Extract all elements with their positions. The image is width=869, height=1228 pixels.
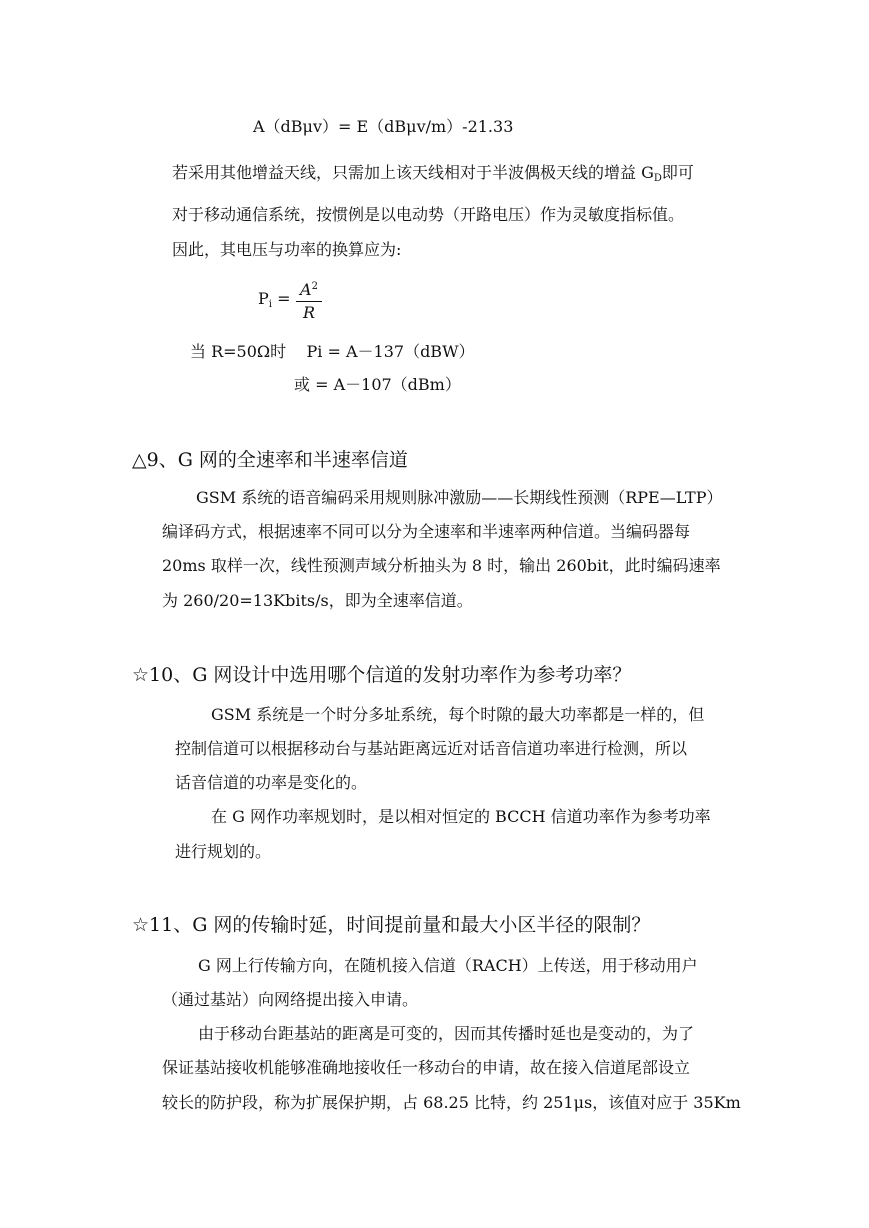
section-9-line: 编译码方式，根据速率不同可以分为全速率和半速率两种信道。当编码器每	[162, 522, 691, 541]
paragraph-line: 因此，其电压与功率的换算应为:	[172, 240, 402, 259]
fraction-denominator: R	[302, 303, 316, 322]
fraction-bar	[296, 301, 322, 302]
section-heading-9: △9、G 网的全速率和半速率信道	[132, 449, 408, 471]
section-10-line: 进行规划的。	[175, 842, 272, 861]
section-10-line: 话音信道的功率是变化的。	[175, 773, 368, 792]
paragraph-text: 即可	[661, 163, 694, 182]
formula-dbm: 或 = A－107（dBm）	[294, 375, 461, 394]
section-11-line: （通过基站）向网络提出接入申请。	[162, 990, 419, 1009]
formula-field-strength-conversion: A（dBμv）= E（dBμv/m）-21.33	[253, 117, 514, 136]
section-10-line: GSM 系统是一个时分多址系统，每个时隙的最大功率都是一样的，但	[211, 705, 705, 724]
formula-power-lhs	[258, 289, 290, 315]
power-subscript: i	[268, 299, 272, 310]
section-11-line: 保证基站接收机能够准确地接收任一移动台的申请，故在接入信道尾部设立	[162, 1058, 691, 1077]
section-11-line: 由于移动台距基站的距离是可变的，因而其传播时延也是变动的，为了	[198, 1024, 695, 1043]
section-11-line: G 网上行传输方向，在随机接入信道（RACH）上传送，用于移动用户	[198, 956, 698, 975]
section-9-line: 20ms 取样一次，线性预测声域分析抽头为 8 时，输出 260bit，此时编码速率	[162, 556, 721, 575]
section-9-line: GSM 系统的语音编码采用规则脉冲激励——长期线性预测（RPE—LTP）	[196, 488, 723, 507]
power-symbol: P	[258, 289, 269, 308]
gain-subscript: D	[653, 173, 662, 184]
equals-sign: =	[277, 289, 291, 308]
section-10-line: 控制信道可以根据移动台与基站距离远近对话音信道功率进行检测，所以	[175, 739, 688, 758]
paragraph-text: 若采用其他增益天线，只需加上该天线相对于半波偶极天线的增益 G	[172, 163, 654, 182]
fraction-numerator: $A^2$	[300, 280, 318, 299]
formula-power-fraction	[296, 280, 322, 324]
section-10-line: 在 G 网作功率规划时，是以相对恒定的 BCCH 信道功率作为参考功率	[211, 807, 711, 826]
section-heading-10: ☆10、G 网设计中选用哪个信道的发射功率作为参考功率？	[132, 664, 632, 686]
paragraph-line: 对于移动通信系统，按惯例是以电动势（开路电压）作为灵敏度指标值。	[172, 205, 685, 224]
section-9-line: 为 260/20=13Kbits/s，即为全速率信道。	[162, 591, 473, 610]
section-11-line: 较长的防护段，称为扩展保护期，占 68.25 比特，约 251μs，该值对应于 35Km	[162, 1093, 741, 1112]
formula-dbw: 当 R=50Ω时 Pi = A－137（dBW）	[190, 342, 475, 361]
section-heading-11: ☆11、G 网的传输时延，时间提前量和最大小区半径的限制？	[132, 914, 651, 936]
paragraph-line	[172, 163, 694, 189]
